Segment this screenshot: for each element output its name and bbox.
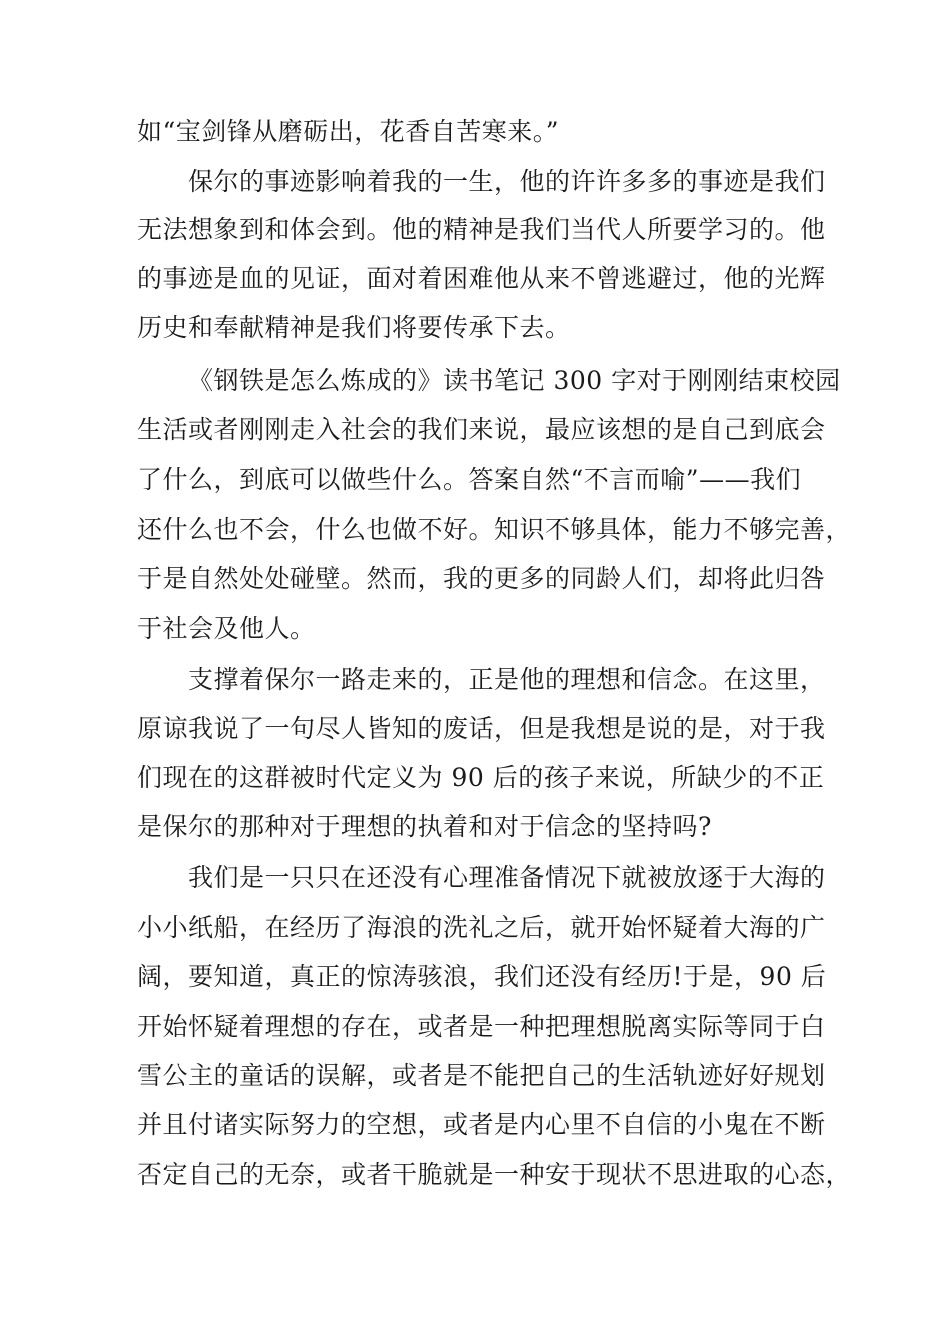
paragraph-start-line: 我们是一只只在还没有心理准备情况下就被放逐于大海的 <box>188 863 826 892</box>
paragraph-start-line: 支撑着保尔一路走来的，正是他的理想和信念。在这里， <box>188 665 826 694</box>
text-line: 原谅我说了一句尽人皆知的废话，但是我想是说的是，对于我 <box>137 714 826 743</box>
text-line: 的事迹是血的见证，面对着困难他从来不曾逃避过，他的光辉 <box>137 264 826 293</box>
text-line: 们现在的这群被时代定义为 90 后的孩子来说，所缺少的不正 <box>137 763 825 792</box>
text-line: 无法想象到和体会到。他的精神是我们当代人所要学习的。他 <box>137 215 826 244</box>
text-line: 于社会及他人。 <box>137 614 316 643</box>
text-line: 于是自然处处碰壁。然而，我的更多的同龄人们，却将此归咎 <box>137 564 826 593</box>
text-line: 如“宝剑锋从磨砺出，花香自苦寒来。” <box>137 117 560 146</box>
paragraph-start-line: 《钢铁是怎么炼成的》读书笔记 300 字对于刚刚结束校园 <box>188 366 841 395</box>
text-line: 否定自己的无奈，或者干脆就是一种安于现状不思进取的心态， <box>137 1160 852 1189</box>
text-line: 了什么，到底可以做些什么。答案自然“不言而喻”——我们 <box>137 465 802 494</box>
text-line: 开始怀疑着理想的存在，或者是一种把理想脱离实际等同于白 <box>137 1012 826 1041</box>
text-line: 并且付诸实际努力的空想，或者是内心里不自信的小鬼在不断 <box>137 1110 826 1139</box>
paragraph-start-line: 保尔的事迹影响着我的一生，他的许许多多的事迹是我们 <box>188 167 826 196</box>
text-line: 还什么也不会，什么也做不好。知识不够具体，能力不够完善， <box>137 515 852 544</box>
text-line: 雪公主的童话的误解，或者是不能把自己的生活轨迹好好规划 <box>137 1061 826 1090</box>
text-line: 是保尔的那种对于理想的执着和对于信念的坚持吗? <box>137 812 712 841</box>
text-line: 生活或者刚刚走入社会的我们来说，最应该想的是自己到底会 <box>137 415 826 444</box>
text-line: 历史和奉献精神是我们将要传承下去。 <box>137 313 571 342</box>
text-line: 小小纸船，在经历了海浪的洗礼之后，就开始怀疑着大海的广 <box>137 913 826 942</box>
text-line: 阔，要知道，真正的惊涛骇浪，我们还没有经历!于是，90 后 <box>137 962 827 991</box>
